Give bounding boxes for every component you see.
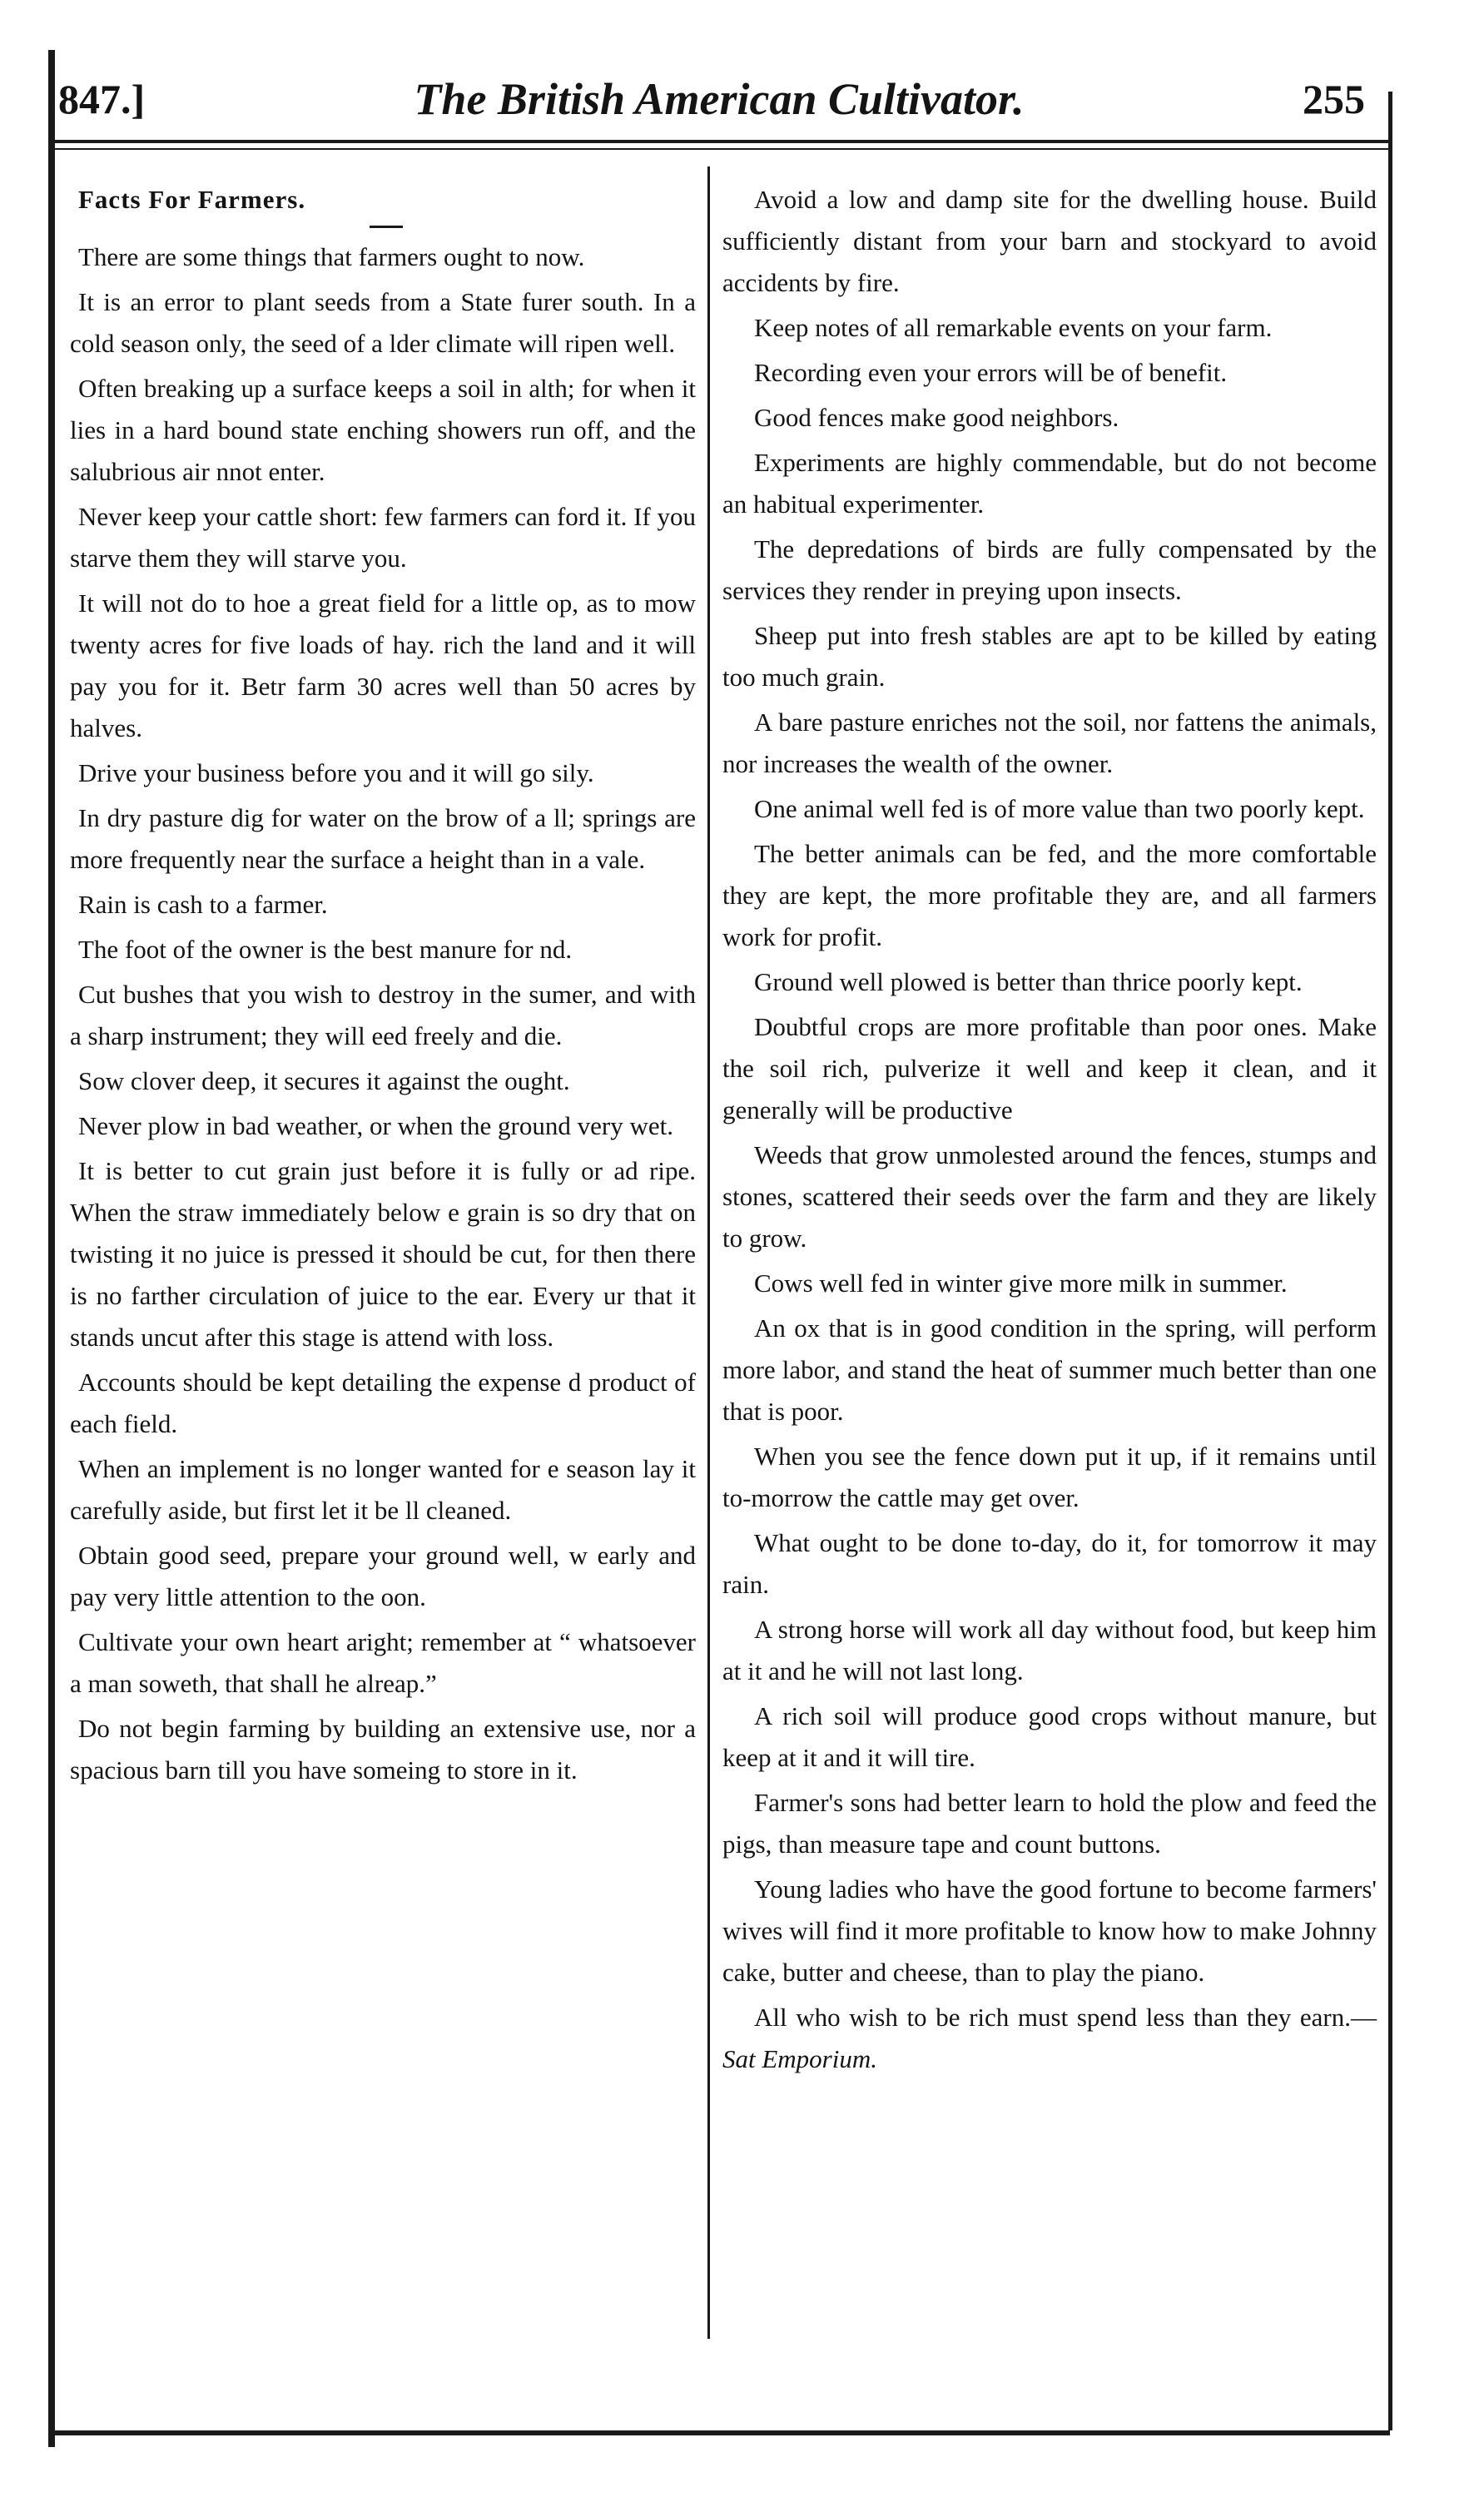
- left-border-line: [48, 50, 55, 2447]
- paragraph: Sow clover deep, it secures it against the ought.: [78, 1066, 570, 1095]
- header-rule-thin: [48, 148, 1390, 150]
- bottom-rule: [48, 2430, 1390, 2435]
- column-divider: [707, 166, 710, 2339]
- closing-paragraph: [722, 1997, 1377, 2080]
- paragraph: When you see the fence down put it up, if it remains until to-morrow the cattle may get over.: [722, 1442, 1377, 1512]
- article-title: Facts For Farmers.: [78, 185, 306, 214]
- left-column: [70, 179, 696, 1795]
- left-paragraphs: [70, 236, 696, 1791]
- paragraph: Never plow in bad weather, or when the ground very wet.: [78, 1111, 673, 1140]
- paragraph: Ground well plowed is better than thrice poorly kept.: [754, 967, 1303, 996]
- paragraph: One animal well fed is of more value than two poorly kept.: [754, 794, 1365, 823]
- paragraph: The better animals can be fed, and the more comfortable they are kept, the more profitable they are, and all farmers work for profit.: [722, 839, 1377, 951]
- paragraph: Good fences make good neighbors.: [754, 403, 1119, 432]
- paragraph: Obtain good seed, prepare your ground well, w early and pay very little attention to the oon.: [70, 1541, 696, 1611]
- page-header: [48, 58, 1390, 133]
- article-source: Sat Emporium.: [722, 2044, 877, 2073]
- paragraph: Weeds that grow unmolested around the fences, stumps and stones, scattered their seeds over the farm and they are likely to grow.: [722, 1140, 1377, 1253]
- paragraph: Experiments are highly commendable, but do not become an habitual experimenter.: [722, 448, 1377, 519]
- title-dash: [370, 226, 403, 228]
- right-border-line: [1388, 92, 1392, 2430]
- paragraph: It will not do to hoe a great field for a little op, as to mow twenty acres for five loads of hay. rich the land and it will pay you for it. Betr farm 30 acres well than 50 acres by halves.: [70, 588, 696, 742]
- right-column: [722, 179, 1377, 2083]
- closing-text: All who wish to be rich must spend less than they earn.—: [754, 2003, 1377, 2032]
- paragraph: There are some things that farmers ought to now.: [78, 242, 585, 271]
- paragraph: Avoid a low and damp site for the dwelling house. Build sufficiently distant from your barn and stockyard to avoid accidents by fire.: [722, 185, 1377, 297]
- paragraph: Often breaking up a surface keeps a soil in alth; for when it lies in a hard bound state enching showers run off, and the salubrious air nnot enter.: [70, 374, 696, 486]
- paragraph: It is an error to plant seeds from a State furer south. In a cold season only, the seed of a lder climate will ripen well.: [70, 287, 696, 358]
- paragraph: Farmer's sons had better learn to hold the plow and feed the pigs, than measure tape and count buttons.: [722, 1788, 1377, 1859]
- paragraph: Accounts should be kept detailing the expense d product of each field.: [70, 1368, 696, 1438]
- paragraph: Cut bushes that you wish to destroy in the sumer, and with a sharp instrument; they will eed freely and die.: [70, 980, 696, 1050]
- paragraph: In dry pasture dig for water on the brow of a ll; springs are more frequently near the surface a height than in a vale.: [70, 803, 696, 874]
- paragraph: Cultivate your own heart aright; remember at “ whatsoever a man soweth, that shall he alreap.”: [70, 1627, 696, 1698]
- paragraph: A rich soil will produce good crops without manure, but keep at it and it will tire.: [722, 1701, 1377, 1772]
- paragraph: Cows well fed in winter give more milk in summer.: [754, 1268, 1288, 1298]
- paragraph: It is better to cut grain just before it is fully or ad ripe. When the straw immediately below e grain is so dry that on twisting it no juice is pressed it should be cut, for then there is no farther circulation of juice to the ear. Every ur that it stands uncut after this stage is attend with loss.: [70, 1156, 696, 1352]
- paragraph: Never keep your cattle short: few farmers can ford it. If you starve them they will starve you.: [70, 502, 696, 573]
- paragraph: Recording even your errors will be of benefit.: [754, 358, 1228, 387]
- right-paragraphs: [722, 179, 1377, 1993]
- publication-title: The British American Cultivator.: [414, 74, 1025, 124]
- paragraph: Drive your business before you and it will go sily.: [78, 758, 594, 787]
- paragraph: Do not begin farming by building an extensive use, nor a spacious barn till you have someing to store in it.: [70, 1714, 696, 1785]
- paragraph: Doubtful crops are more profitable than poor ones. Make the soil rich, pulverize it well and keep it clean, and it generally will be productive: [722, 1012, 1377, 1124]
- paragraph: Young ladies who have the good fortune to become farmers' wives will find it more profitable to know how to make Johnny cake, butter and cheese, than to play the piano.: [722, 1874, 1377, 1987]
- paragraph: The foot of the owner is the best manure for nd.: [78, 935, 573, 964]
- paragraph: An ox that is in good condition in the spring, will perform more labor, and stand the heat of summer much better than one that is poor.: [722, 1313, 1377, 1426]
- paragraph: A bare pasture enriches not the soil, nor fattens the animals, nor increases the wealth of the owner.: [722, 707, 1377, 778]
- paragraph: Sheep put into fresh stables are apt to be killed by eating too much grain.: [722, 621, 1377, 692]
- paragraph: The depredations of birds are fully compensated by the services they render in preying upon insects.: [722, 534, 1377, 605]
- paragraph: When an implement is no longer wanted for e season lay it carefully aside, but first let it be ll cleaned.: [70, 1454, 696, 1525]
- page-number: 255: [1303, 76, 1365, 122]
- header-year: 847.]: [58, 76, 146, 122]
- paragraph: Rain is cash to a farmer.: [78, 890, 328, 919]
- paragraph: Keep notes of all remarkable events on your farm.: [754, 313, 1273, 342]
- paragraph: A strong horse will work all day without food, but keep him at it and he will not last long.: [722, 1615, 1377, 1685]
- header-rule-thick: [48, 140, 1390, 143]
- paragraph: What ought to be done to-day, do it, for tomorrow it may rain.: [722, 1528, 1377, 1599]
